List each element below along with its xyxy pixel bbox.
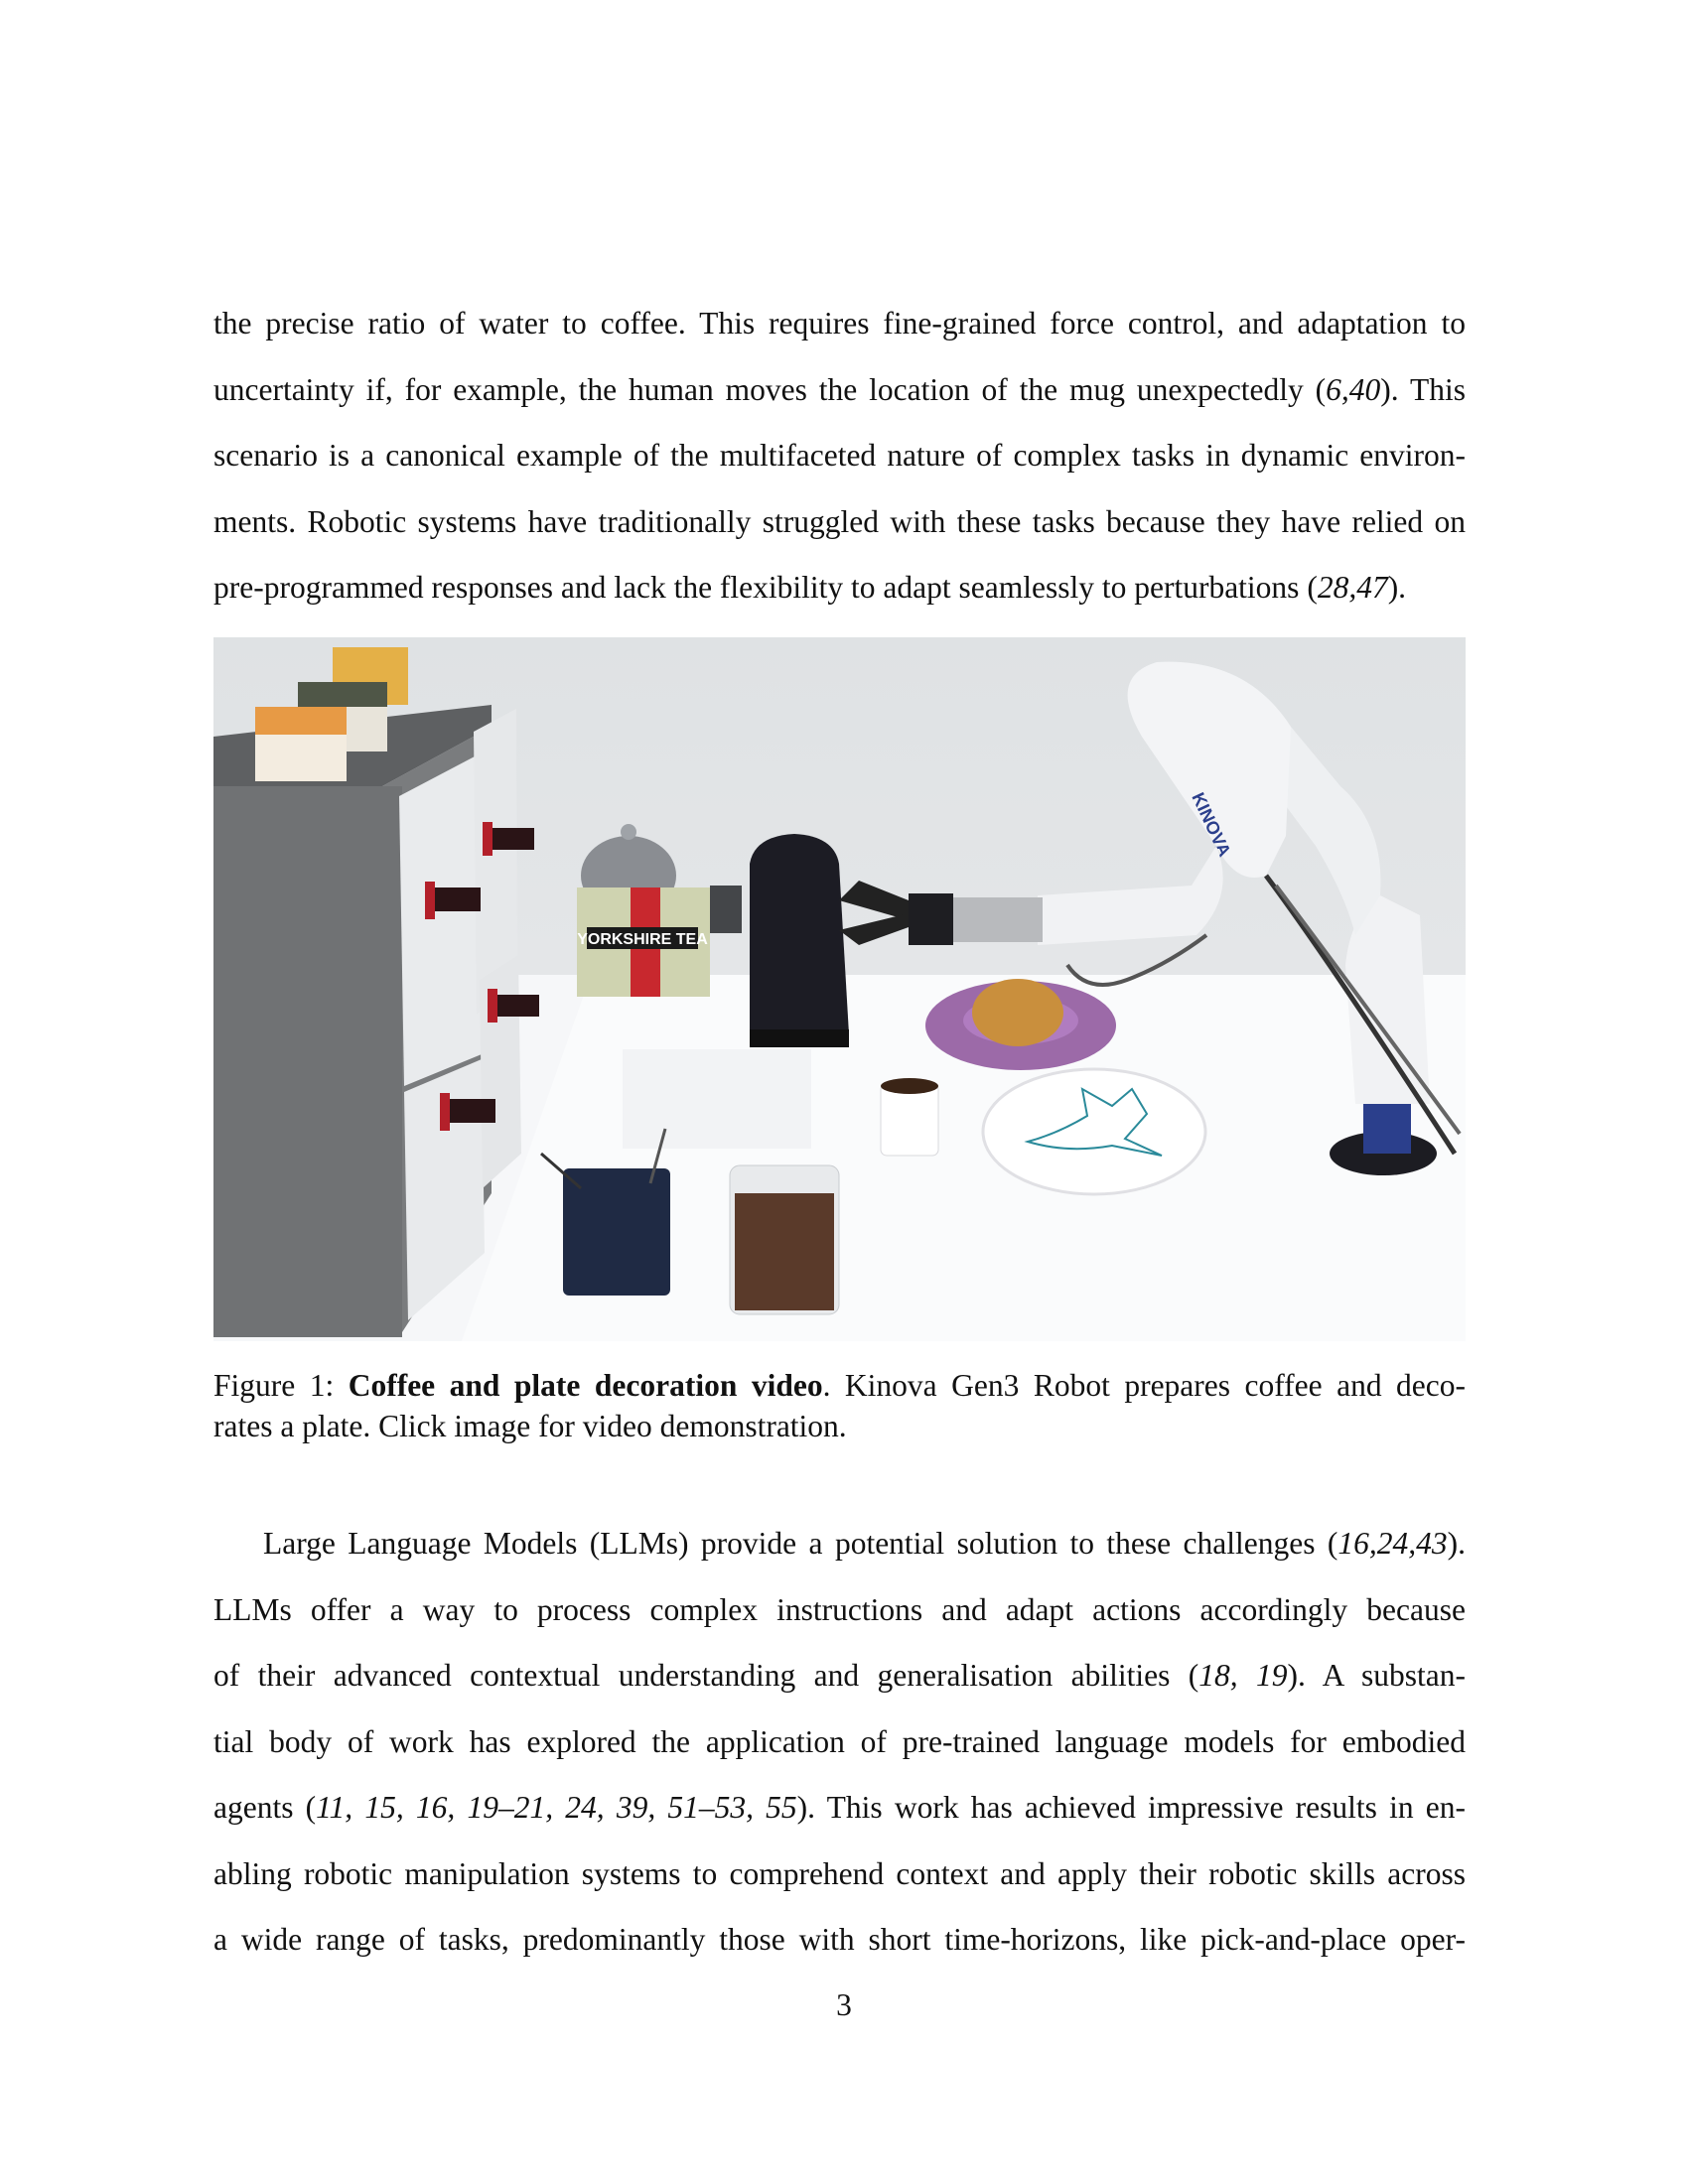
milk-jug (710, 886, 742, 933)
text-line (213, 1524, 1466, 1564)
text-line (213, 1656, 1466, 1696)
drawer-handle (492, 995, 539, 1017)
figure-title: Coffee and plate decoration video (348, 1368, 823, 1403)
figure-photo-robot-coffee[interactable] (213, 637, 1466, 1341)
text-line (213, 1788, 1466, 1828)
text-line (213, 1854, 1466, 1894)
napkin-stack (623, 1049, 811, 1149)
text-segment: abling robotic manipulation systems to comprehend context and apply their robotic skills across (213, 1856, 1466, 1891)
text-line (213, 1920, 1466, 1960)
decorated-paper-plate (983, 1069, 1205, 1194)
text-line (213, 370, 1466, 410)
text-segment: ). (1447, 1526, 1466, 1561)
text-segment: agents ( (213, 1790, 317, 1825)
text-segment: LLMs offer a way to process complex instructions and adapt actions accordingly because (213, 1592, 1466, 1627)
citation[interactable]: 18, 19 (1198, 1658, 1288, 1693)
caption-text: . Kinova Gen3 Robot prepares coffee and deco- (822, 1368, 1466, 1403)
figure-label: Figure 1: (213, 1368, 335, 1403)
page-number: 3 (836, 1987, 852, 2022)
citation[interactable]: 16,24,43 (1337, 1526, 1448, 1561)
text-segment: ). (1387, 570, 1407, 605)
drawer-handle (444, 1099, 495, 1123)
text-line (213, 1590, 1466, 1630)
kettle (750, 834, 849, 1034)
text-segment: uncertainty if, for example, the human moves the location of the mug unexpectedly ( (213, 372, 1327, 407)
text-line (213, 568, 1466, 608)
yorkshire-tea-box (577, 887, 710, 997)
text-line (213, 502, 1466, 542)
text-segment: Large Language Models (LLMs) provide a potential solution to these challenges ( (263, 1526, 1338, 1561)
text-segment: the precise ratio of water to coffee. This requires fine-grained force control, and adaptation to (213, 306, 1466, 341)
text-segment: scenario is a canonical example of the multifaceted nature of complex tasks in dynamic environ- (213, 438, 1466, 473)
text-segment: ). A substan- (1287, 1658, 1467, 1693)
citation[interactable]: 6,40 (1326, 372, 1381, 407)
text-segment: pre-programmed responses and lack the flexibility to adapt seamlessly to perturbations ( (213, 570, 1318, 605)
text-line (213, 1722, 1466, 1762)
muffin (972, 979, 1063, 1046)
coffee-mug (881, 1084, 938, 1156)
text-line (213, 304, 1466, 343)
caption-line-1 (213, 1366, 1466, 1406)
drawer-handle (429, 887, 481, 911)
drawer-handle (487, 828, 534, 850)
text-segment: of their advanced contextual understanding and generalisation abilities ( (213, 1658, 1199, 1693)
citation[interactable]: 11, 15, 16, 19–21, 24, 39, 51–53, 55 (316, 1790, 797, 1825)
citation[interactable]: 28,47 (1317, 570, 1388, 605)
text-segment: ). This work has achieved impressive results in en- (796, 1790, 1466, 1825)
text-line (213, 436, 1466, 476)
svg-text:YORKSHIRE TEA: YORKSHIRE TEA (577, 931, 708, 948)
text-segment: a wide range of tasks, predominantly those with short time-horizons, like pick-and-place oper- (213, 1922, 1466, 1957)
text-segment: tial body of work has explored the application of pre-trained language models for embodied (213, 1724, 1466, 1759)
svg-text:KINOVA: KINOVA (1188, 789, 1235, 860)
text-segment: ). This (1380, 372, 1466, 407)
text-segment: ments. Robotic systems have traditionally struggled with these tasks because they have relied on (213, 504, 1466, 539)
caption-line-2: rates a plate. Click image for video demonstration. (213, 1409, 847, 1443)
